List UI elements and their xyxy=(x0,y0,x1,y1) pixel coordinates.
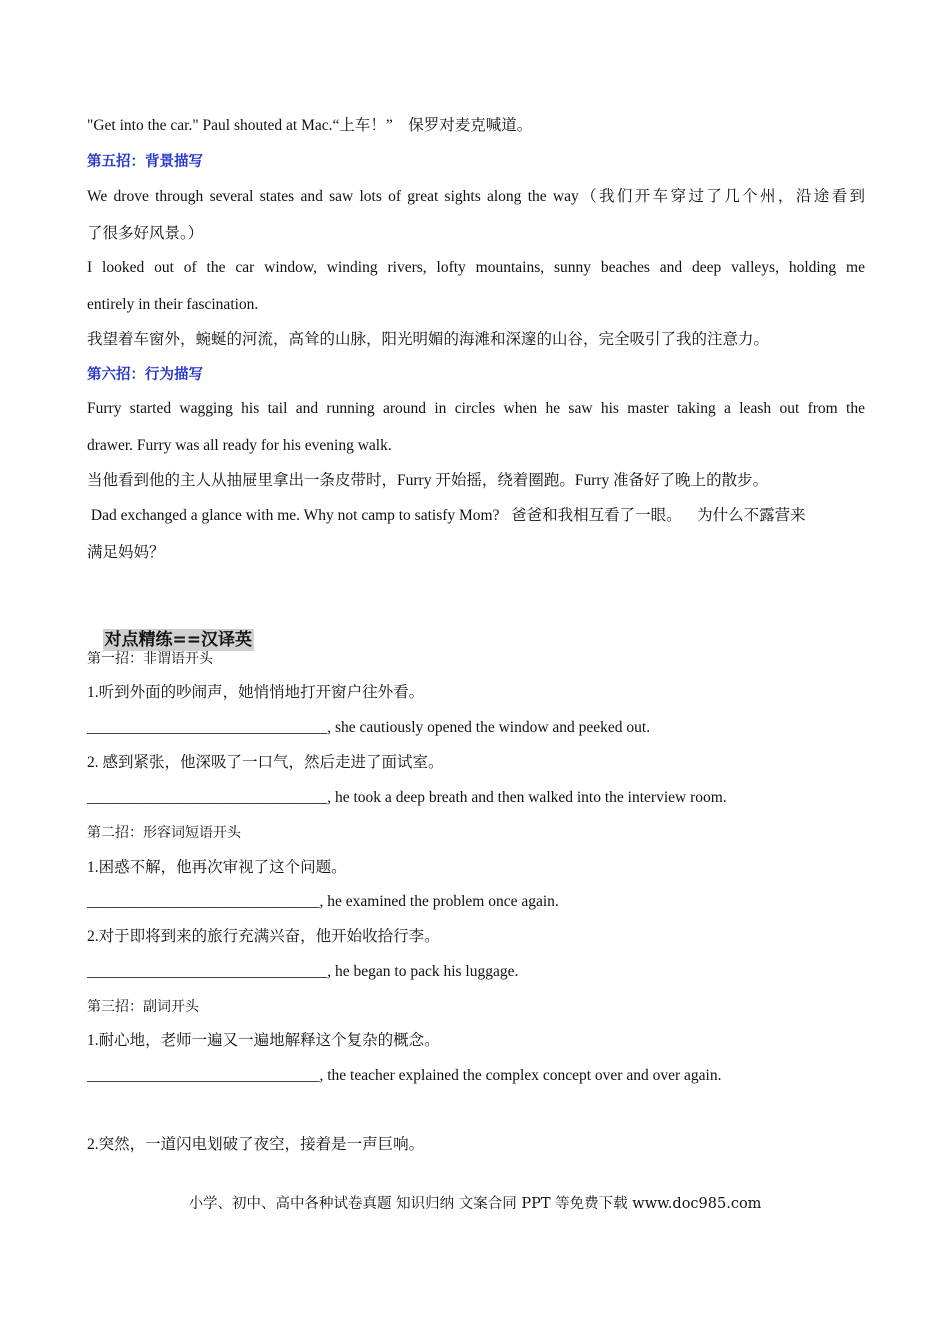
heading-move-5: 第五招：背景描写 xyxy=(87,154,203,170)
paragraph-line: Dad exchanged a glance with me. Why not camp to satisfy Mom? 爸爸和我相互看了一眼。 为什么不露营来 xyxy=(87,507,806,524)
dialogue-line: "Get into the car." Paul shouted at Mac.“上车！” 保罗对麦克喊道。 xyxy=(87,117,533,134)
answer-blank-2-1: ______________________________, he examined the problem once again. xyxy=(87,893,559,910)
answer-blank-2-2: _______________________________, he began to pack his luggage. xyxy=(87,963,519,980)
paragraph-line: We drove through several states and saw lots of great sights along the way（我们开车穿过了几个州，沿途看到 xyxy=(87,188,865,205)
move-label-3: 第三招：副词开头 xyxy=(87,999,199,1015)
question-1-2: 2. 感到紧张，他深吸了一口气，然后走进了面试室。 xyxy=(87,754,444,771)
answer-blank-3-1: ______________________________, the teacher explained the complex concept over and over again. xyxy=(87,1067,722,1084)
question-2-2: 2.对于即将到来的旅行充满兴奋，他开始收拾行李。 xyxy=(87,928,440,945)
paragraph-line: I looked out of the car window, winding rivers, lofty mountains, sunny beaches and deep valleys, holding me xyxy=(87,259,865,276)
paragraph-line: Furry started wagging his tail and running around in circles when he saw his master taking a leash out from the xyxy=(87,400,865,417)
practice-title-text: 对点精练==汉译英 xyxy=(104,630,252,650)
question-3-2: 2.突然，一道闪电划破了夜空，接着是一声巨响。 xyxy=(87,1136,425,1153)
question-2-1: 1.困惑不解，他再次审视了这个问题。 xyxy=(87,859,347,876)
question-3-1: 1.耐心地，老师一遍又一遍地解释这个复杂的概念。 xyxy=(87,1032,440,1049)
paragraph-line: 了很多好风景。） xyxy=(87,225,204,242)
answer-blank-1-1: _______________________________, she cautiously opened the window and peeked out. xyxy=(87,719,651,736)
paragraph-line: drawer. Furry was all ready for his evening walk. xyxy=(87,437,392,454)
move-label-1: 第一招：非谓语开头 xyxy=(87,651,213,667)
heading-move-6: 第六招：行为描写 xyxy=(87,367,203,383)
paragraph-line: 我望着车窗外，蜿蜒的河流，高耸的山脉，阳光明媚的海滩和深邃的山谷，完全吸引了我的注意力。 xyxy=(87,331,770,348)
paragraph-line: entirely in their fascination. xyxy=(87,296,259,313)
question-1-1: 1.听到外面的吵闹声，她悄悄地打开窗户往外看。 xyxy=(87,684,425,701)
move-label-2: 第二招：形容词短语开头 xyxy=(87,825,241,841)
paragraph-line: 当他看到他的主人从抽屉里拿出一条皮带时，Furry 开始摇，绕着圈跑。Furry 准备好了晚上的散步。 xyxy=(87,472,769,489)
answer-blank-1-2: _______________________________, he took a deep breath and then walked into the interview room. xyxy=(87,789,727,806)
paragraph-line: 满足妈妈？ xyxy=(87,544,165,561)
page-footer: 小学、初中、高中各种试卷真题 知识归纳 文案合同 PPT 等免费下载 www.doc985.com xyxy=(188,1196,762,1212)
